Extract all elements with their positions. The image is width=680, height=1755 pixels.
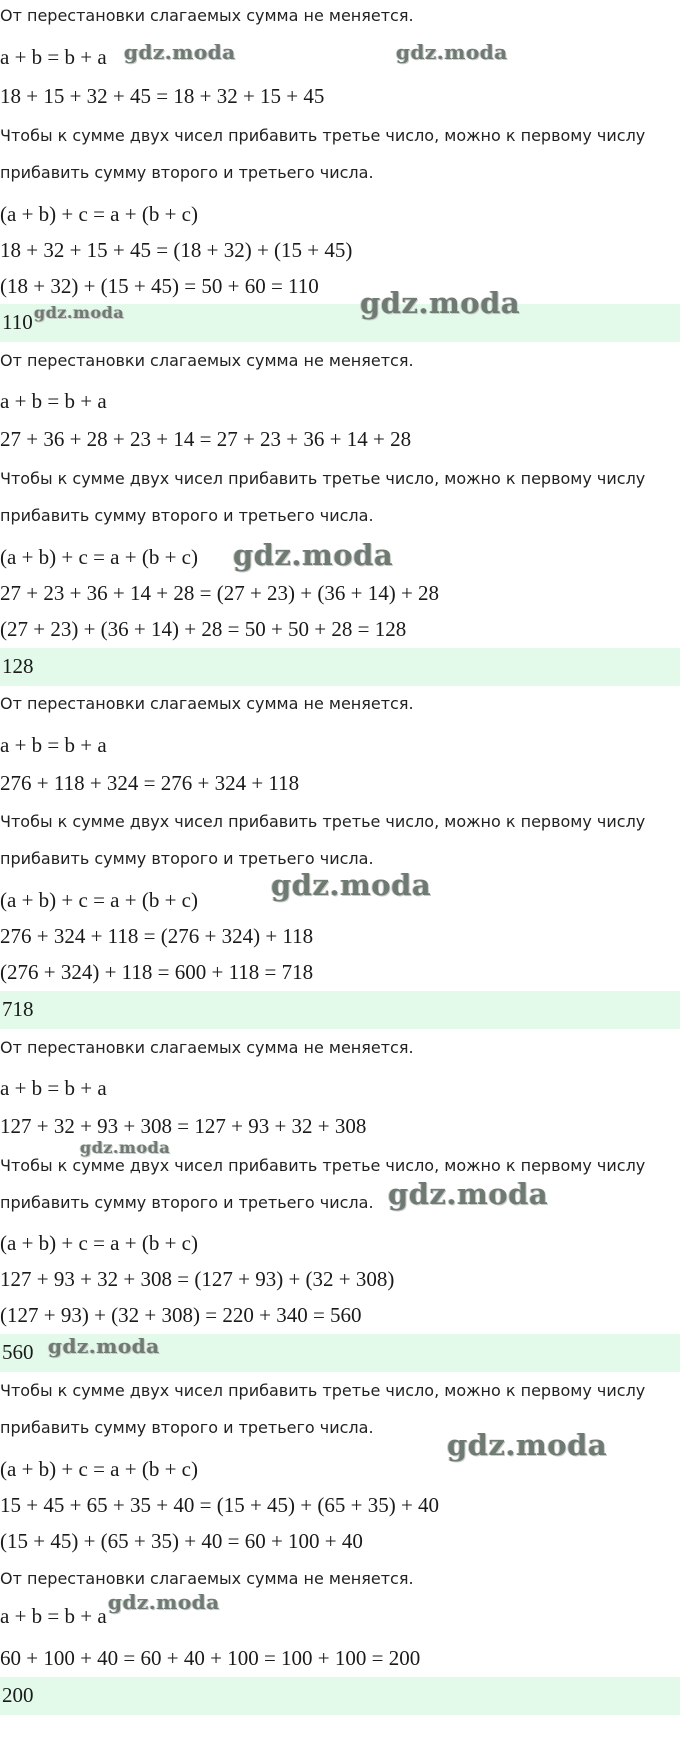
answer-value: 128 bbox=[2, 654, 34, 678]
rule-text: От перестановки слагаемых сумма не меняется. bbox=[0, 6, 414, 25]
watermark: gdz.moda bbox=[48, 1334, 160, 1358]
formula: (a + b) + c = a + (b + c) bbox=[0, 202, 198, 226]
equation: 18 + 32 + 15 + 45 = (18 + 32) + (15 + 45) bbox=[0, 238, 353, 262]
watermark: gdz.moda bbox=[447, 1428, 608, 1462]
watermark: gdz.moda bbox=[271, 868, 432, 902]
equation: 15 + 45 + 65 + 35 + 40 = (15 + 45) + (65 + 35) + 40 bbox=[0, 1493, 440, 1517]
answer-value: 200 bbox=[2, 1683, 34, 1707]
rule-text: От перестановки слагаемых сумма не меняется. bbox=[0, 694, 414, 713]
rule-text: Чтобы к сумме двух чисел прибавить третье число, можно к первому числу bbox=[0, 1381, 646, 1400]
rule-text: От перестановки слагаемых сумма не меняется. bbox=[0, 351, 414, 370]
rule-text: прибавить сумму второго и третьего числа. bbox=[0, 163, 374, 182]
equation: 60 + 100 + 40 = 60 + 40 + 100 = 100 + 100 = 200 bbox=[0, 1646, 421, 1670]
equation: (18 + 32) + (15 + 45) = 50 + 60 = 110 bbox=[0, 274, 319, 298]
answer-value: 560 bbox=[2, 1340, 34, 1364]
equation: 276 + 118 + 324 = 276 + 324 + 118 bbox=[0, 771, 300, 795]
equation: (15 + 45) + (65 + 35) + 40 = 60 + 100 + 40 bbox=[0, 1529, 363, 1553]
answer-row bbox=[0, 1677, 680, 1715]
watermark: gdz.moda bbox=[396, 40, 508, 64]
rule-text: прибавить сумму второго и третьего числа. bbox=[0, 849, 374, 868]
equation: 27 + 23 + 36 + 14 + 28 = (27 + 23) + (36 + 14) + 28 bbox=[0, 581, 440, 605]
rule-text: От перестановки слагаемых сумма не меняется. bbox=[0, 1038, 414, 1057]
equation: 127 + 32 + 93 + 308 = 127 + 93 + 32 + 308 bbox=[0, 1114, 367, 1138]
answer-row bbox=[0, 991, 680, 1029]
rule-text: Чтобы к сумме двух чисел прибавить третье число, можно к первому числу bbox=[0, 469, 646, 488]
rule-text: прибавить сумму второго и третьего числа. bbox=[0, 1418, 374, 1437]
formula: a + b = b + a bbox=[0, 1604, 107, 1628]
rule-text: Чтобы к сумме двух чисел прибавить третье число, можно к первому числу bbox=[0, 812, 646, 831]
rule-text: Чтобы к сумме двух чисел прибавить третье число, можно к первому числу bbox=[0, 126, 646, 145]
equation: (276 + 324) + 118 = 600 + 118 = 718 bbox=[0, 960, 314, 984]
watermark: gdz.moda bbox=[80, 1138, 171, 1157]
rule-text: От перестановки слагаемых сумма не меняется. bbox=[0, 1569, 414, 1588]
watermark: gdz.moda bbox=[360, 286, 521, 320]
equation: 18 + 15 + 32 + 45 = 18 + 32 + 15 + 45 bbox=[0, 84, 325, 108]
equation: (27 + 23) + (36 + 14) + 28 = 50 + 50 + 28 = 128 bbox=[0, 617, 407, 641]
answer-row bbox=[0, 648, 680, 686]
answer-value: 110 bbox=[2, 310, 33, 334]
formula: (a + b) + c = a + (b + c) bbox=[0, 1231, 198, 1255]
formula: a + b = b + a bbox=[0, 733, 107, 757]
equation: 127 + 93 + 32 + 308 = (127 + 93) + (32 + 308) bbox=[0, 1267, 395, 1291]
equation: 27 + 36 + 28 + 23 + 14 = 27 + 23 + 36 + 14 + 28 bbox=[0, 427, 412, 451]
watermark: gdz.moda bbox=[388, 1177, 549, 1211]
watermark: gdz.moda bbox=[108, 1590, 220, 1614]
formula: a + b = b + a bbox=[0, 45, 107, 69]
formula: (a + b) + c = a + (b + c) bbox=[0, 545, 198, 569]
rule-text: прибавить сумму второго и третьего числа. bbox=[0, 506, 374, 525]
equation: 276 + 324 + 118 = (276 + 324) + 118 bbox=[0, 924, 314, 948]
rule-text: Чтобы к сумме двух чисел прибавить третье число, можно к первому числу bbox=[0, 1156, 646, 1175]
formula: (a + b) + c = a + (b + c) bbox=[0, 888, 198, 912]
watermark: gdz.moda bbox=[233, 538, 394, 572]
formula: a + b = b + a bbox=[0, 389, 107, 413]
watermark: gdz.moda bbox=[124, 40, 236, 64]
answer-value: 718 bbox=[2, 997, 34, 1021]
equation: (127 + 93) + (32 + 308) = 220 + 340 = 560 bbox=[0, 1303, 362, 1327]
rule-text: прибавить сумму второго и третьего числа. bbox=[0, 1193, 374, 1212]
formula: (a + b) + c = a + (b + c) bbox=[0, 1457, 198, 1481]
watermark: gdz.moda bbox=[34, 303, 125, 322]
formula: a + b = b + a bbox=[0, 1076, 107, 1100]
